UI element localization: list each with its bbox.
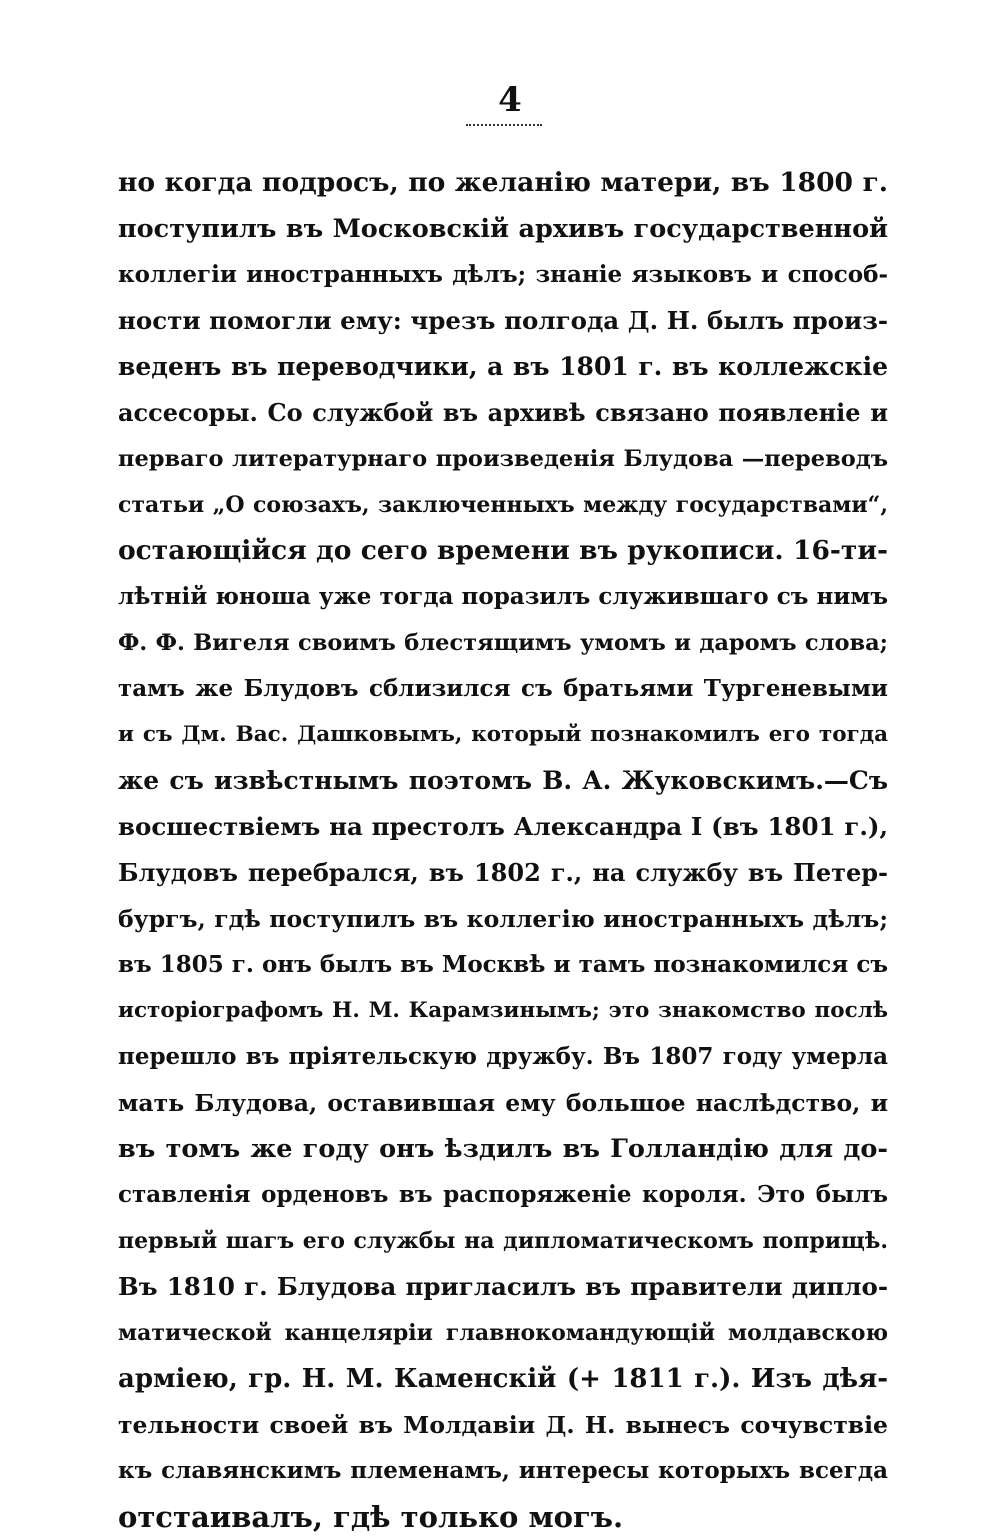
text-line: бургъ, гдѣ поступилъ въ коллегію иностранныхъ дѣлъ;	[118, 905, 888, 933]
text-line: но когда подросъ, по желанію матери, въ 1800 г.	[118, 167, 888, 198]
text-line: статьи „О союзахъ, заключенныхъ между государствами“,	[118, 492, 888, 518]
text-line: тамъ же Блудовъ сблизился съ братьями Тургеневыми	[118, 675, 888, 702]
text-line: Ф. Ф. Вигеля своимъ блестящимъ умомъ и даромъ слова;	[118, 630, 888, 656]
text-line: восшествіемъ на престолъ Александра I (въ 1801 г.),	[118, 812, 888, 841]
text-line: ассесоры. Со службой въ архивѣ связано появленіе и	[118, 398, 888, 427]
text-line: тельности своей въ Молдавіи Д. Н. вынесъ сочувствіе	[118, 1411, 888, 1439]
text-line: отстаивалъ, гдѣ только могъ.	[118, 1500, 624, 1534]
text-line: и съ Дм. Вас. Дашковымъ, который познакомилъ его тогда	[118, 722, 888, 747]
text-line: первый шагъ его службы на дипломатическомъ поприщѣ.	[118, 1228, 888, 1254]
text-line: мать Блудова, оставившая ему большое наслѣдство, и	[118, 1089, 888, 1117]
text-line: перваго литературнаго произведенія Блудова —переводъ	[118, 446, 888, 472]
page-number: 4	[498, 80, 522, 120]
body-text	[118, 160, 888, 1540]
text-line: ности помогли ему: чрезъ полгода Д. Н. былъ произ-	[118, 306, 888, 335]
text-line: арміею, гр. Н. М. Каменскій (+ 1811 г.). Изъ дѣя-	[118, 1364, 888, 1394]
text-line: Въ 1810 г. Блудова пригласилъ въ правители дипло-	[118, 1272, 888, 1301]
text-line: перешло въ пріятельскую дружбу. Въ 1807 году умерла	[118, 1043, 888, 1070]
text-line: въ 1805 г. онъ былъ въ Москвѣ и тамъ познакомился съ	[118, 951, 888, 978]
dotted-rule	[466, 124, 542, 126]
text-line: веденъ въ переводчики, а въ 1801 г. въ коллежскіе	[118, 352, 888, 381]
text-line: къ славянскимъ племенамъ, интересы которыхъ всегда	[118, 1457, 888, 1484]
text-line: коллегіи иностранныхъ дѣлъ; знаніе языковъ и способ-	[118, 261, 888, 288]
text-line: лѣтній юноша уже тогда поразилъ служившаго съ нимъ	[118, 583, 888, 610]
text-line: исторіографомъ Н. М. Карамзинымъ; это знакомство послѣ	[118, 998, 888, 1023]
text-line: же съ извѣстнымъ поэтомъ В. А. Жуковскимъ.—Съ	[118, 766, 888, 795]
text-line: поступилъ въ Московскій архивъ государственной	[118, 214, 888, 244]
text-line: Блудовъ перебрался, въ 1802 г., на службу въ Петер-	[118, 858, 888, 887]
text-line: въ томъ же году онъ ѣздилъ въ Голландію для до-	[118, 1134, 888, 1164]
text-line: матической канцеляріи главнокомандующій молдавскою	[118, 1320, 888, 1346]
text-line: остающійся до сего времени въ рукописи. 16-ти-	[118, 535, 888, 566]
text-line: ставленія орденовъ въ распоряженіе короля. Это былъ	[118, 1181, 888, 1208]
